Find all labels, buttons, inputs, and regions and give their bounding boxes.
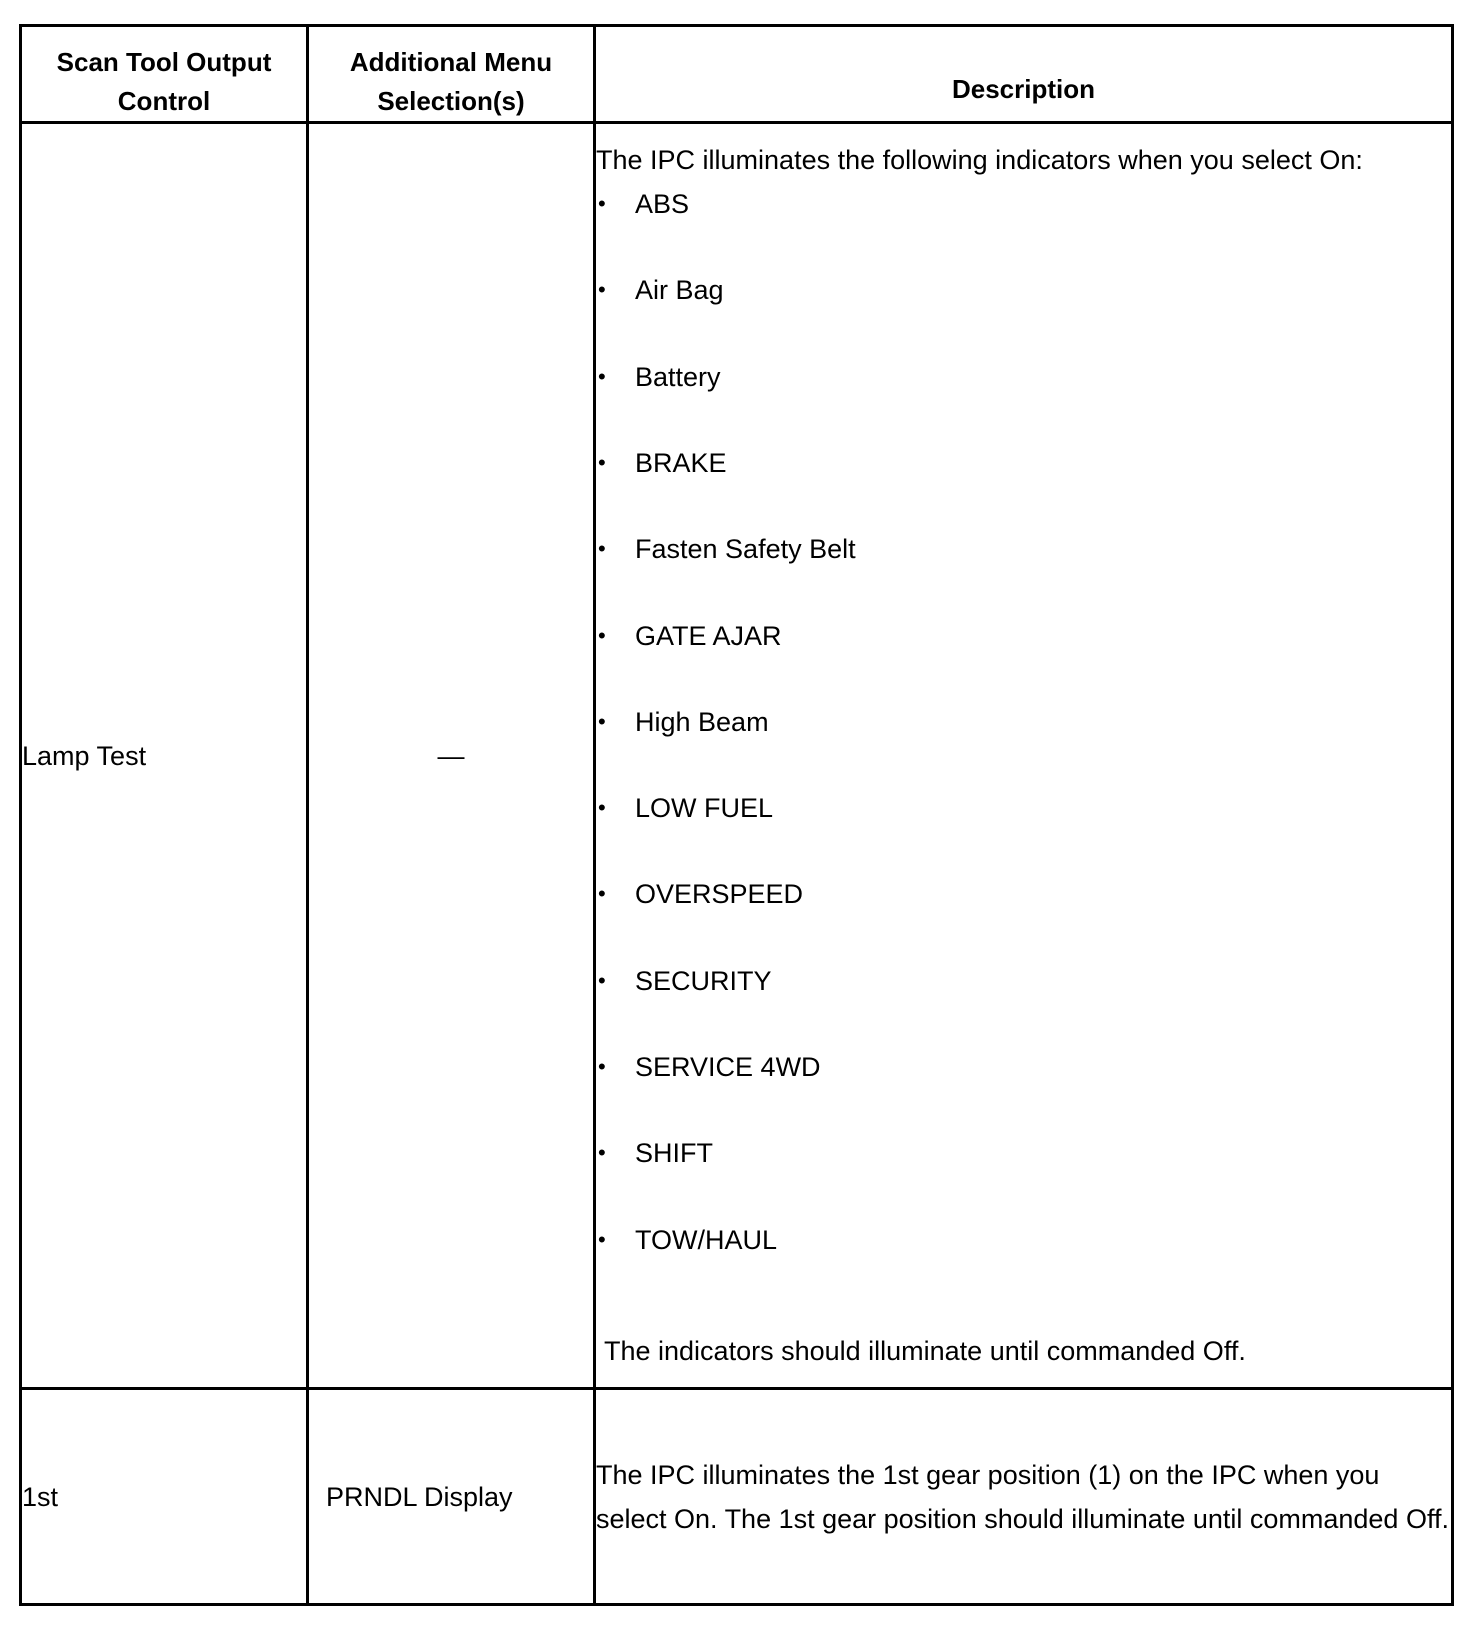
- list-item: [596, 1131, 1451, 1217]
- bullet-icon: •: [598, 1054, 606, 1080]
- bullet-icon: •: [598, 191, 606, 217]
- bullet-icon: •: [598, 536, 606, 562]
- header-control: Scan Tool Output Control: [21, 26, 308, 123]
- list-item: [596, 355, 1451, 441]
- bullet-icon: •: [598, 277, 606, 303]
- cell-menu: PRNDL Display: [308, 1389, 595, 1605]
- indicator-label: SECURITY: [635, 965, 772, 996]
- list-item: [596, 182, 1451, 268]
- indicator-label: LOW FUEL: [635, 793, 774, 824]
- list-item: [596, 1045, 1451, 1131]
- list-item: [596, 872, 1451, 958]
- indicator-label: SHIFT: [635, 1138, 713, 1169]
- indicator-label: GATE AJAR: [635, 620, 782, 651]
- bullet-icon: •: [598, 708, 606, 734]
- list-item: [596, 527, 1451, 613]
- bullet-icon: •: [598, 622, 606, 648]
- table-row-1st-gear: [21, 1389, 1453, 1605]
- table-row-lamp-test: [21, 123, 1453, 1389]
- cell-control: 1st: [21, 1389, 308, 1605]
- list-item: [596, 268, 1451, 354]
- indicator-label: High Beam: [635, 706, 769, 737]
- bullet-icon: •: [598, 1140, 606, 1166]
- indicator-label: ABS: [635, 189, 690, 220]
- table-header-row: [21, 26, 1453, 123]
- list-item: [596, 786, 1451, 872]
- list-item: [596, 959, 1451, 1045]
- list-item: [596, 441, 1451, 527]
- cell-description: [595, 123, 1453, 1389]
- list-item: [596, 614, 1451, 700]
- description-intro: The IPC illuminates the following indicators when you select On:: [596, 145, 1363, 176]
- indicator-label: SERVICE 4WD: [635, 1052, 821, 1083]
- indicator-label: BRAKE: [635, 447, 727, 478]
- header-description: Description: [595, 26, 1453, 123]
- header-menu: Additional Menu Selection(s): [308, 26, 595, 123]
- indicator-label: OVERSPEED: [635, 879, 804, 910]
- bullet-icon: •: [598, 1226, 606, 1252]
- indicator-list: [596, 182, 1451, 1304]
- bullet-icon: •: [598, 363, 606, 389]
- indicator-label: Air Bag: [635, 275, 724, 306]
- indicator-label: Battery: [635, 361, 721, 392]
- bullet-icon: •: [598, 449, 606, 475]
- bullet-icon: •: [598, 795, 606, 821]
- indicator-label: Fasten Safety Belt: [635, 534, 856, 565]
- cell-control: Lamp Test: [21, 123, 308, 1389]
- output-control-table: [19, 24, 1454, 1606]
- cell-menu: —: [308, 123, 595, 1389]
- description-text: The IPC illuminates the 1st gear position (1) on the IPC when you select On. The 1st gear position should illuminate until commanded Off.: [596, 1459, 1449, 1534]
- list-item: [596, 700, 1451, 786]
- cell-description: [595, 1389, 1453, 1605]
- description-outro: The indicators should illuminate until commanded Off.: [604, 1335, 1246, 1366]
- bullet-icon: •: [598, 967, 606, 993]
- indicator-label: TOW/HAUL: [635, 1224, 778, 1255]
- list-item: [596, 1218, 1451, 1304]
- bullet-icon: •: [598, 881, 606, 907]
